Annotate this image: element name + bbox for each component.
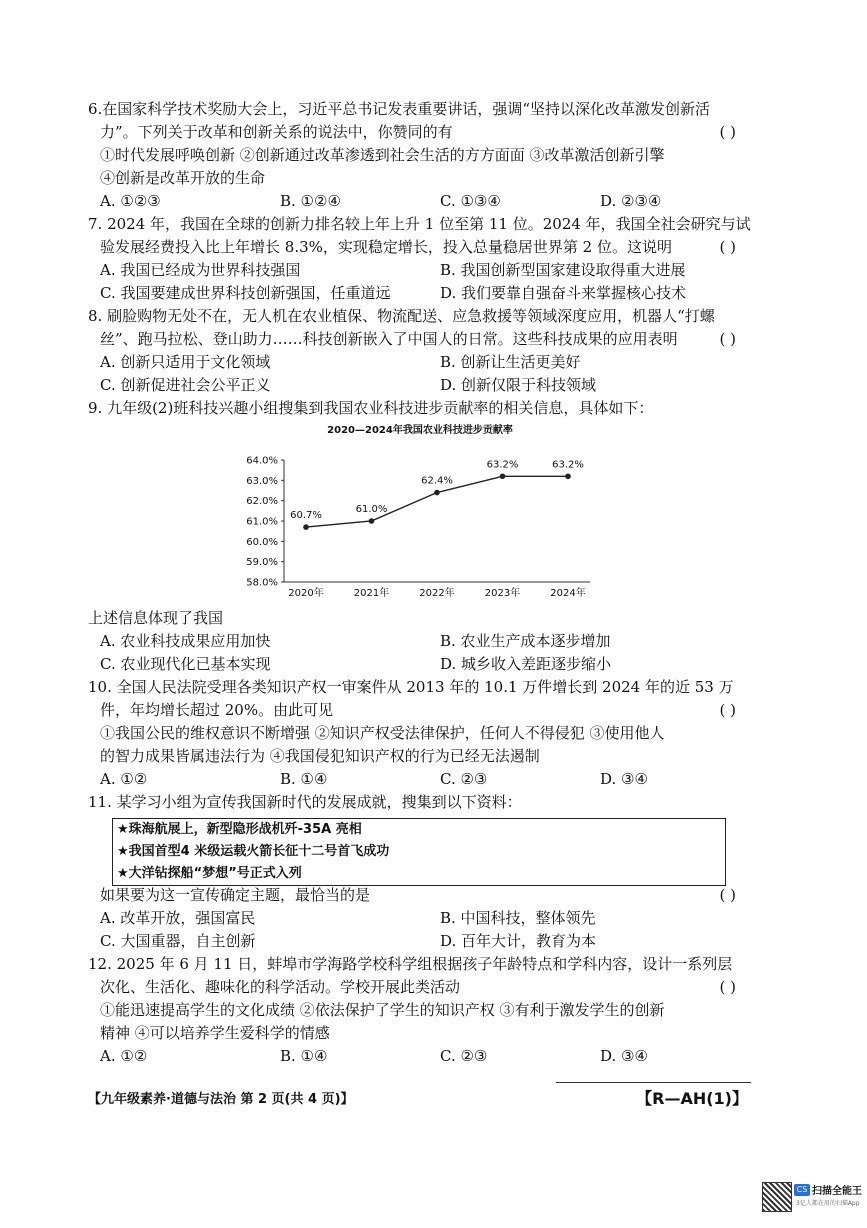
q12-option-d: D. ③④ [600, 1047, 648, 1065]
question-12 [88, 953, 748, 1068]
q10-option-d: D. ③④ [600, 770, 648, 788]
q6-stem-line-2: 力”。下列关于改革和创新关系的说法中，你赞同的有 [100, 123, 453, 141]
q11-option-b: B. 中国科技，整体领先 [440, 909, 596, 927]
question-8 [88, 305, 748, 397]
scanner-title: 扫描全能王 [812, 1186, 862, 1197]
chart-title: 2020—2024年我国农业科技进步贡献率 [327, 425, 513, 436]
q7-option-a: A. 我国已经成为世界科技强国 [100, 261, 301, 279]
q11-material-box [112, 818, 726, 886]
q11-material-2: ★我国首型4 米级运载火箭长征十二号首飞成功 [117, 844, 390, 859]
x-tick-label: 2021年 [353, 588, 390, 599]
data-label: 63.2% [486, 459, 519, 471]
q12-stem-line-2: 次化、生活化、趣味化的科学活动。学校开展此类活动 [100, 978, 461, 996]
q6-options [88, 190, 748, 213]
x-tick-label: 2022年 [419, 588, 455, 599]
q10-statements-2: 的智力成果皆属违法行为 ④我国侵犯知识产权的行为已经无法遏制 [100, 747, 540, 765]
q9-option-a: A. 农业科技成果应用加快 [100, 632, 271, 650]
q10-statements-1: ①我国公民的维权意识不断增强 ②知识产权受法律保护，任何人不得侵犯 ③使用他人 [100, 724, 665, 742]
q12-option-a: A. ①② [100, 1047, 148, 1065]
q12-statements-1: ①能迅速提高学生的文化成绩 ②依法保护了学生的知识产权 ③有利于激发学生的创新 [100, 1001, 665, 1019]
x-tick-label: 2020年 [288, 588, 324, 599]
q6-option-d: D. ②③④ [600, 192, 662, 210]
q6-option-b: B. ①②④ [280, 192, 341, 210]
footer-rule [556, 1082, 751, 1083]
q6-stem-line-1: 6.在国家科学技术奖励大会上，习近平总书记发表重要讲话，强调“坚持以深化改革激发创新活 [88, 100, 710, 118]
q12-option-b: B. ①④ [280, 1047, 328, 1065]
q8-option-a: A. 创新只适用于文化领域 [100, 353, 271, 371]
footer-page-info: 【九年级素养·道德与法治 第 2 页(共 4 页)】 [88, 1092, 354, 1107]
q8-option-c: C. 创新促进社会公平正义 [100, 376, 271, 394]
q11-answer-paren: ( ) [719, 886, 736, 904]
q11-option-c: C. 大国重器，自主创新 [100, 932, 256, 950]
y-tick-label: 63.0% [246, 475, 278, 487]
y-tick-label: 61.0% [246, 516, 278, 528]
q11-after-text: 如果要为这一宣传确定主题，最恰当的是 [100, 886, 371, 904]
q10-option-a: A. ①② [100, 770, 148, 788]
q8-stem-line-1: 8. 刷脸购物无处不在，无人机在农业植保、物流配送、应急救援等领域深度应用，机器人“打螺 [88, 307, 715, 325]
y-tick-label: 62.0% [246, 496, 278, 508]
q7-option-c: C. 我国要建成世界科技创新强国，任重道远 [100, 284, 391, 302]
question-11 [88, 791, 748, 814]
q6-statements-1: ①时代发展呼唤创新 ②创新通过改革渗透到社会生活的方方面面 ③改革激活创新引擎 [100, 146, 665, 164]
agri-contribution-line-chart [220, 420, 620, 610]
q10-option-b: B. ①④ [280, 770, 328, 788]
data-point [303, 524, 309, 530]
y-tick-label: 59.0% [246, 557, 278, 569]
y-tick-label: 64.0% [246, 455, 278, 467]
q7-option-d: D. 我们要靠自强奋斗来掌握核心技术 [440, 284, 687, 302]
data-label: 60.7% [290, 510, 322, 522]
q10-stem-line-2: 件，年均增长超过 20%。由此可见 [100, 701, 334, 719]
q6-statements-2: ④创新是改革开放的生命 [100, 169, 266, 187]
q11-material-1: ★珠海航展上，新型隐形战机歼-35A 亮相 [117, 822, 362, 837]
y-tick-label: 58.0% [246, 577, 278, 589]
x-tick-label: 2024年 [550, 588, 586, 599]
q7-stem-line-1: 7. 2024 年，我国在全球的创新力排名较上年上升 1 位至第 11 位。2024 年，我国全社会研究与试 [88, 215, 751, 233]
q11-option-a: A. 改革开放，强国富民 [100, 909, 256, 927]
q9-option-c: C. 农业现代化已基本实现 [100, 655, 271, 673]
data-label: 62.4% [421, 475, 453, 487]
page-footer [88, 1086, 748, 1112]
q10-option-c: C. ②③ [440, 770, 488, 788]
q11-option-d: D. 百年大计，教育为本 [440, 932, 597, 950]
data-point [434, 490, 440, 496]
q11-material-3: ★大洋钻探船“梦想”号正式入列 [117, 866, 302, 881]
q9-option-b: B. 农业生产成本逐步增加 [440, 632, 611, 650]
scanner-subtitle: 3亿人都在用的扫描App [796, 1200, 860, 1207]
data-point [369, 518, 375, 524]
q12-answer-paren: ( ) [719, 978, 736, 996]
data-label: 63.2% [552, 459, 584, 471]
q7-stem-line-2: 验发展经费投入比上年增长 8.3%，实现稳定增长，投入总量稳居世界第 2 位。这说明 [100, 238, 672, 256]
q7-answer-paren: ( ) [719, 238, 736, 256]
q12-option-c: C. ②③ [440, 1047, 488, 1065]
data-point [500, 473, 506, 479]
q8-option-d: D. 创新仅限于科技领域 [440, 376, 597, 394]
question-6 [88, 98, 748, 213]
q6-answer-paren: ( ) [719, 123, 736, 141]
q10-answer-paren: ( ) [719, 701, 736, 719]
q9-after-text: 上述信息体现了我国 [88, 609, 224, 627]
data-label: 61.0% [355, 504, 388, 515]
q11-stem-line-1: 11. 某学习小组为宣传我国新时代的发展成就，搜集到以下资料： [88, 793, 522, 811]
q8-option-b: B. 创新让生活更美好 [440, 353, 581, 371]
q9-stem-line-1: 9. 九年级(2)班科技兴趣小组搜集到我国农业科技进步贡献率的相关信息，具体如下： [88, 399, 654, 417]
x-tick-label: 2023年 [484, 588, 521, 599]
y-tick-label: 60.0% [246, 536, 278, 548]
q6-option-a: A. ①②③ [100, 192, 161, 210]
q8-stem-line-2: 丝”、跑马拉松、登山助力……科技创新嵌入了中国人的日常。这些科技成果的应用表明 [100, 330, 678, 348]
question-9 [88, 397, 748, 420]
footer-code: 【R—AH(1)】 [636, 1089, 748, 1108]
q12-statements-2: 精神 ④可以培养学生爱科学的情感 [100, 1024, 330, 1042]
data-point [565, 473, 571, 479]
qr-code-icon [762, 1182, 792, 1212]
question-7 [88, 213, 751, 305]
question-10 [88, 676, 748, 791]
q6-option-c: C. ①③④ [440, 192, 501, 210]
q10-stem-line-1: 10. 全国人民法院受理各类知识产权一审案件从 2013 年的 10.1 万件增长到 2024 年的近 53 万 [88, 678, 734, 696]
scanner-logo-icon: CS [794, 1184, 810, 1196]
q7-option-b: B. 我国创新型国家建设取得重大进展 [440, 261, 686, 279]
q12-stem-line-1: 12. 2025 年 6 月 11 日，蚌埠市学海路学校科学组根据孩子年龄特点和学科内容，设计一系列层 [88, 955, 733, 973]
q9-option-d: D. 城乡收入差距逐步缩小 [440, 655, 612, 673]
scanner-watermark [762, 1182, 862, 1216]
q8-answer-paren: ( ) [719, 330, 736, 348]
